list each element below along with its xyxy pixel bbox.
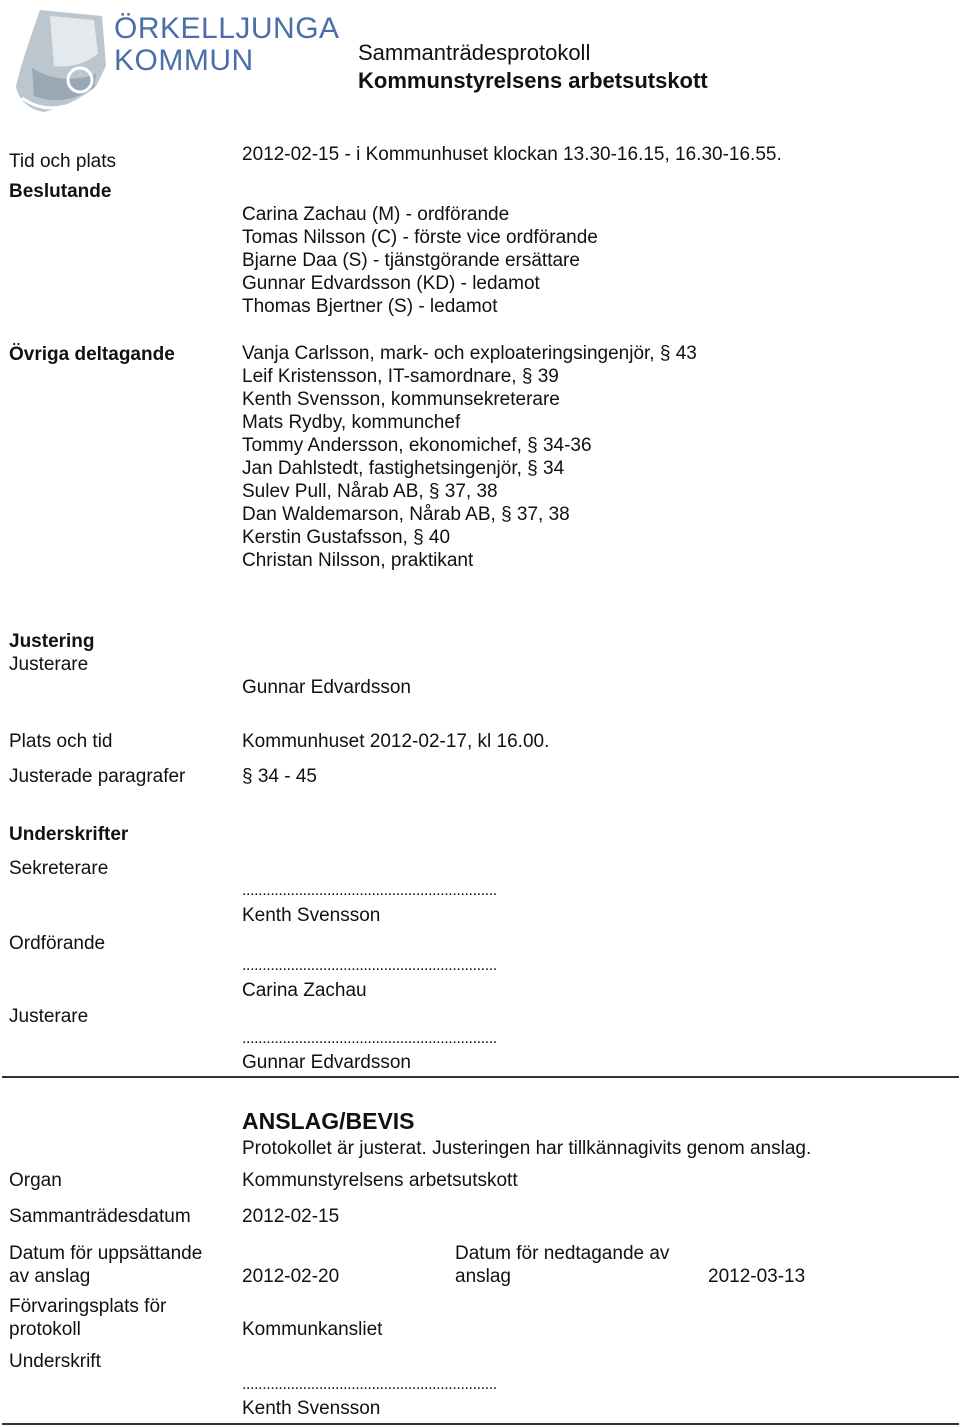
list-item: Dan Waldemarson, Nårab AB, § 37, 38 — [242, 504, 570, 525]
secretary-name: Kenth Svensson — [242, 905, 381, 926]
bottom-divider — [2, 1423, 959, 1425]
signature-line: ............................................................... — [242, 957, 497, 974]
logo-line-2: KOMMUN — [114, 44, 254, 77]
logo-line-1: ÖRKELLJUNGA — [114, 12, 340, 45]
list-item: Jan Dahlstedt, fastighetsingenjör, § 34 — [242, 458, 565, 479]
list-item: Tomas Nilsson (C) - förste vice ordförande — [242, 227, 598, 248]
removal-date-label-1: Datum för nedtagande av — [455, 1243, 670, 1264]
bell-emblem-icon — [10, 8, 110, 118]
posting-date-label-1: Datum för uppsättande — [9, 1243, 203, 1264]
adjuster-label: Justerare — [9, 654, 89, 675]
list-item: Kenth Svensson, kommunsekreterare — [242, 389, 560, 410]
posting-date-value: 2012-02-20 — [242, 1266, 340, 1287]
document-type: Sammanträdesprotokoll — [358, 40, 591, 65]
deciding-list — [242, 203, 598, 318]
signature-name: Kenth Svensson — [242, 1398, 381, 1419]
others-list — [242, 342, 697, 572]
list-item: Leif Kristensson, IT-samordnare, § 39 — [242, 366, 559, 387]
others-label: Övriga deltagande — [9, 344, 175, 365]
storage-label-1: Förvaringsplats för — [9, 1296, 167, 1317]
place-time-label: Plats och tid — [9, 731, 113, 752]
removal-date-value: 2012-03-13 — [708, 1266, 806, 1287]
signature-line: ............................................................... — [242, 1030, 497, 1047]
justering-heading: Justering — [9, 631, 95, 652]
posting-date-label-2: av anslag — [9, 1266, 91, 1287]
organ-value: Kommunstyrelsens arbetsutskott — [242, 1170, 518, 1191]
adjuster-value: Gunnar Edvardsson — [242, 677, 411, 698]
deciding-label: Beslutande — [9, 181, 112, 202]
place-time-value: Kommunhuset 2012-02-17, kl 16.00. — [242, 731, 550, 752]
committee-title: Kommunstyrelsens arbetsutskott — [358, 68, 708, 93]
signature-line: ............................................................... — [242, 1376, 497, 1393]
list-item: Thomas Bjertner (S) - ledamot — [242, 296, 498, 317]
list-item: Tommy Andersson, ekonomichef, § 34-36 — [242, 435, 592, 456]
anslag-statement: Protokollet är justerat. Justeringen har tillkännagivits genom anslag. — [242, 1138, 812, 1159]
paragraphs-value: § 34 - 45 — [242, 766, 317, 787]
signature-line: ............................................................... — [242, 882, 497, 899]
signatures-heading: Underskrifter — [9, 824, 129, 845]
removal-date-label-2: anslag — [455, 1266, 511, 1287]
list-item: Carina Zachau (M) - ordförande — [242, 204, 510, 225]
chair-name: Carina Zachau — [242, 980, 367, 1001]
municipality-logo — [10, 8, 340, 118]
list-item: Christan Nilsson, praktikant — [242, 550, 474, 571]
section-divider — [2, 1076, 959, 1078]
list-item: Sulev Pull, Nårab AB, § 37, 38 — [242, 481, 498, 502]
time-place-label: Tid och plats — [9, 151, 117, 172]
list-item: Mats Rydby, kommunchef — [242, 412, 461, 433]
adjuster-signature-name: Gunnar Edvardsson — [242, 1052, 411, 1073]
list-item: Gunnar Edvardsson (KD) - ledamot — [242, 273, 540, 294]
anslag-heading: ANSLAG/BEVIS — [242, 1108, 415, 1134]
time-place-value: 2012-02-15 - i Kommunhuset klockan 13.30-16.15, 16.30-16.55. — [242, 144, 782, 165]
paragraphs-label: Justerade paragrafer — [9, 766, 186, 787]
storage-label-2: protokoll — [9, 1319, 81, 1340]
meeting-date-value: 2012-02-15 — [242, 1206, 340, 1227]
signature-label: Underskrift — [9, 1351, 101, 1372]
chair-label: Ordförande — [9, 933, 106, 954]
storage-value: Kommunkansliet — [242, 1319, 383, 1340]
list-item: Bjarne Daa (S) - tjänstgörande ersättare — [242, 250, 580, 271]
meeting-date-label: Sammanträdesdatum — [9, 1206, 191, 1227]
list-item: Kerstin Gustafsson, § 40 — [242, 527, 451, 548]
adjuster-signature-label: Justerare — [9, 1006, 89, 1027]
list-item: Vanja Carlsson, mark- och exploateringsingenjör, § 43 — [242, 343, 697, 364]
organ-label: Organ — [9, 1170, 62, 1191]
secretary-label: Sekreterare — [9, 858, 109, 879]
